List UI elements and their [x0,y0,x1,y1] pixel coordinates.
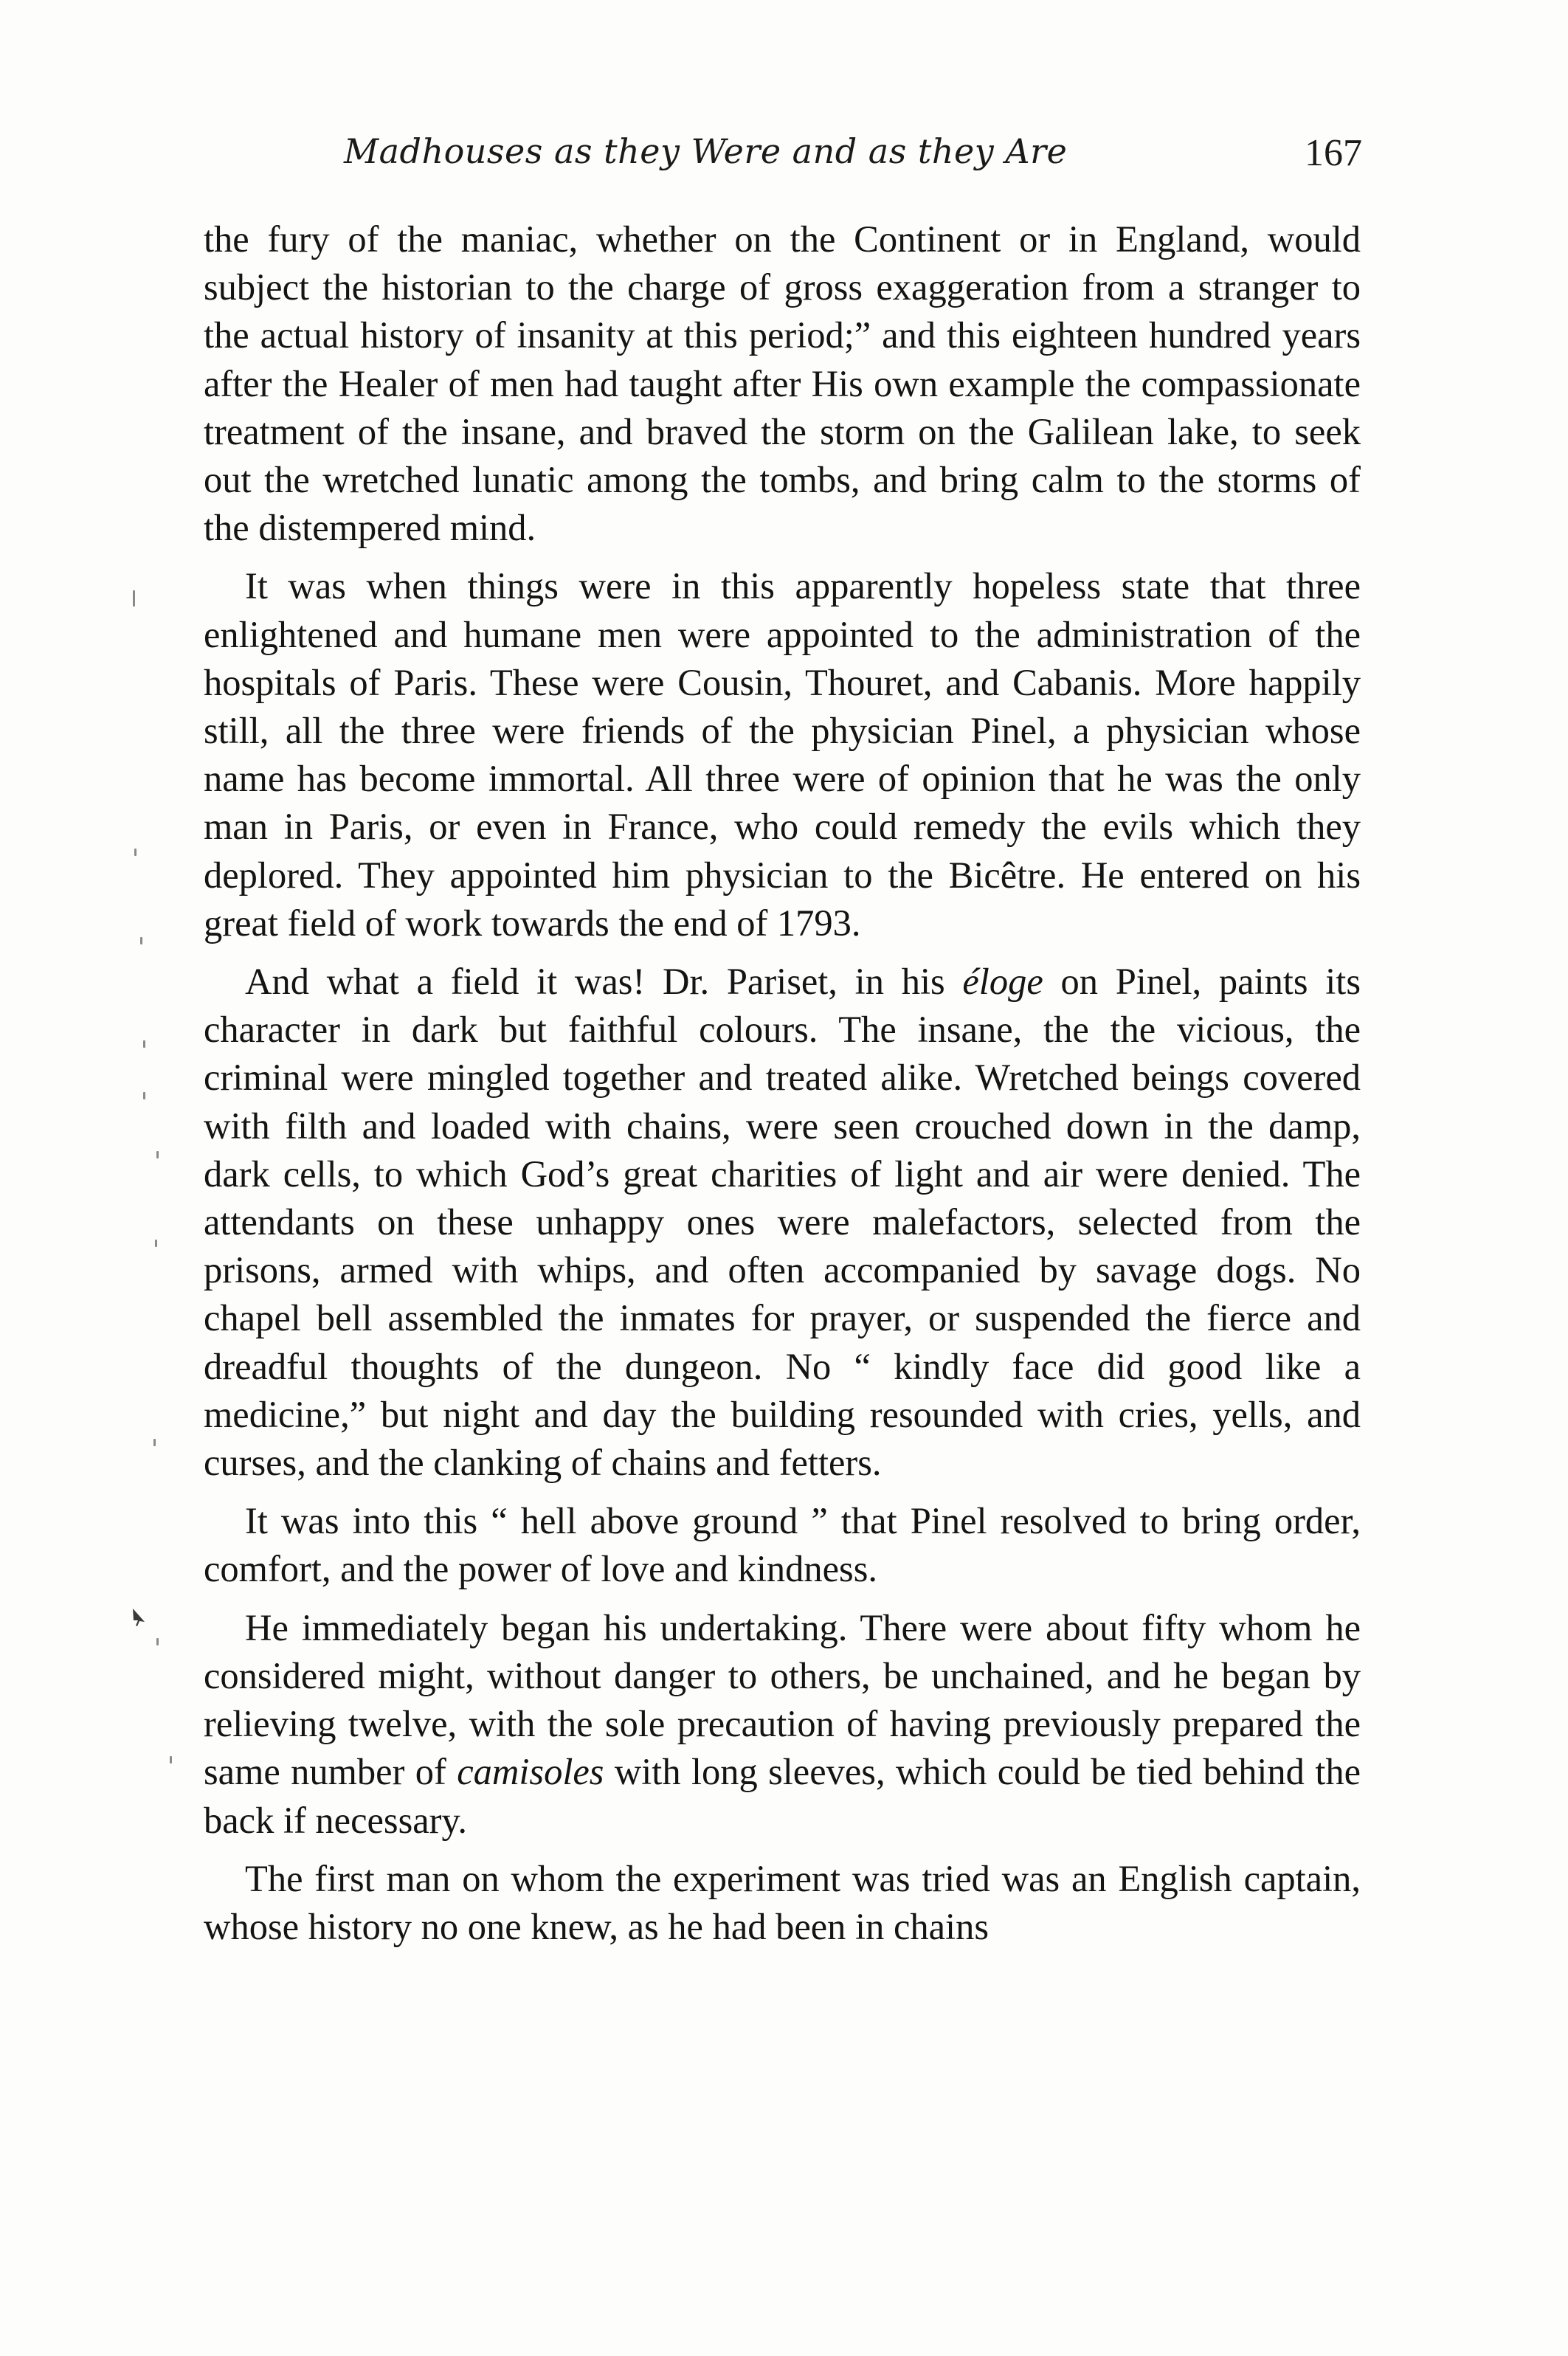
margin-mark [156,1151,159,1158]
paragraph [204,562,1361,947]
paragraph-text: with long sleeves, which could be tied behind the back if necessary. [204,1751,1361,1841]
margin-mark [140,937,142,944]
italic-term: éloge [962,961,1043,1003]
margin-mark [133,590,135,607]
margin-mark [134,849,137,856]
italic-term: camisoles [457,1751,604,1793]
margin-pointer-mark [131,1607,146,1628]
margin-mark [170,1756,172,1763]
paragraph-text: He immediately began his undertaking. There were about fifty whom he considered might, without danger to others, be unchained, and he began by relieving twelve, with the sole precaution of having previously prepared the same number of [204,1606,1361,1793]
paragraph-text: on Pinel, paints its character in dark but faithful colours. The insane, the the vicious, the criminal were mingled together and treated alike. Wretched beings covered with filth and loaded with chains, were seen crouched down in the damp, dark cells, to which God’s great charities of light and air were denied. The attendants on these unhappy ones were malefactors, selected from the prisons, armed with whips, and often accompanied by savage dogs. No chapel bell assembled the inmates for prayer, or suspended the fierce and dreadful thoughts of the dungeon. No “ kindly face did good like a medicine,” but night and day the building resounded with cries, yells, and curses, and the clanking of chains and fetters. [204,961,1361,1484]
paragraph [204,958,1361,1487]
paragraph-text: It was when things were in this apparently hopeless state that three enlightened and humane men were appointed to the administration of the hospitals of Paris. These were Cousin, Thouret, and Cabanis. More happily still, all the three were friends of the physician Pinel, a physician whose name has become immortal. All three were of opinion that he was the only man in Paris, or even in France, who could remedy the evils which they deplored. They appointed him physician to the Bicêtre. He entered on his great field of work towards the end of 1793. [204,565,1361,944]
paragraph [204,1855,1361,1951]
margin-marks [111,590,184,1845]
paragraph [204,1604,1361,1845]
running-head [344,131,1362,190]
paragraph-continuation [204,215,1361,552]
margin-mark [153,1439,156,1446]
paragraph-text: It was into this “ hell above ground ” that Pinel resolved to bring order, comfort, and the power of love and kindness. [204,1500,1361,1590]
margin-mark [156,1638,159,1645]
margin-mark [143,1092,145,1099]
running-title: Madhouses as they Were and as they Are [344,131,1068,171]
paragraph-text: The first man on whom the experiment was tried was an English captain, whose history no one knew, as he had been in chains [204,1857,1361,1947]
body-text [204,215,1361,1951]
paragraph [204,1497,1361,1593]
margin-mark [143,1040,145,1048]
paragraph-text: And what a field it was! Dr. Pariset, in his [245,961,963,1003]
paragraph-text: the fury of the maniac, whether on the Continent or in England, would subject the historian to the charge of gross exaggeration from a stranger to the actual history of insanity at this period;” and this eighteen hundred years after the Healer of men had taught after His own example the compassionate treatment of the insane, and braved the storm on the Galilean lake, to seek out the wretched lunatic among the tombs, and bring calm to the storms of the distempered mind. [204,218,1361,549]
page-number: 167 [1305,132,1362,174]
margin-mark [155,1240,157,1247]
